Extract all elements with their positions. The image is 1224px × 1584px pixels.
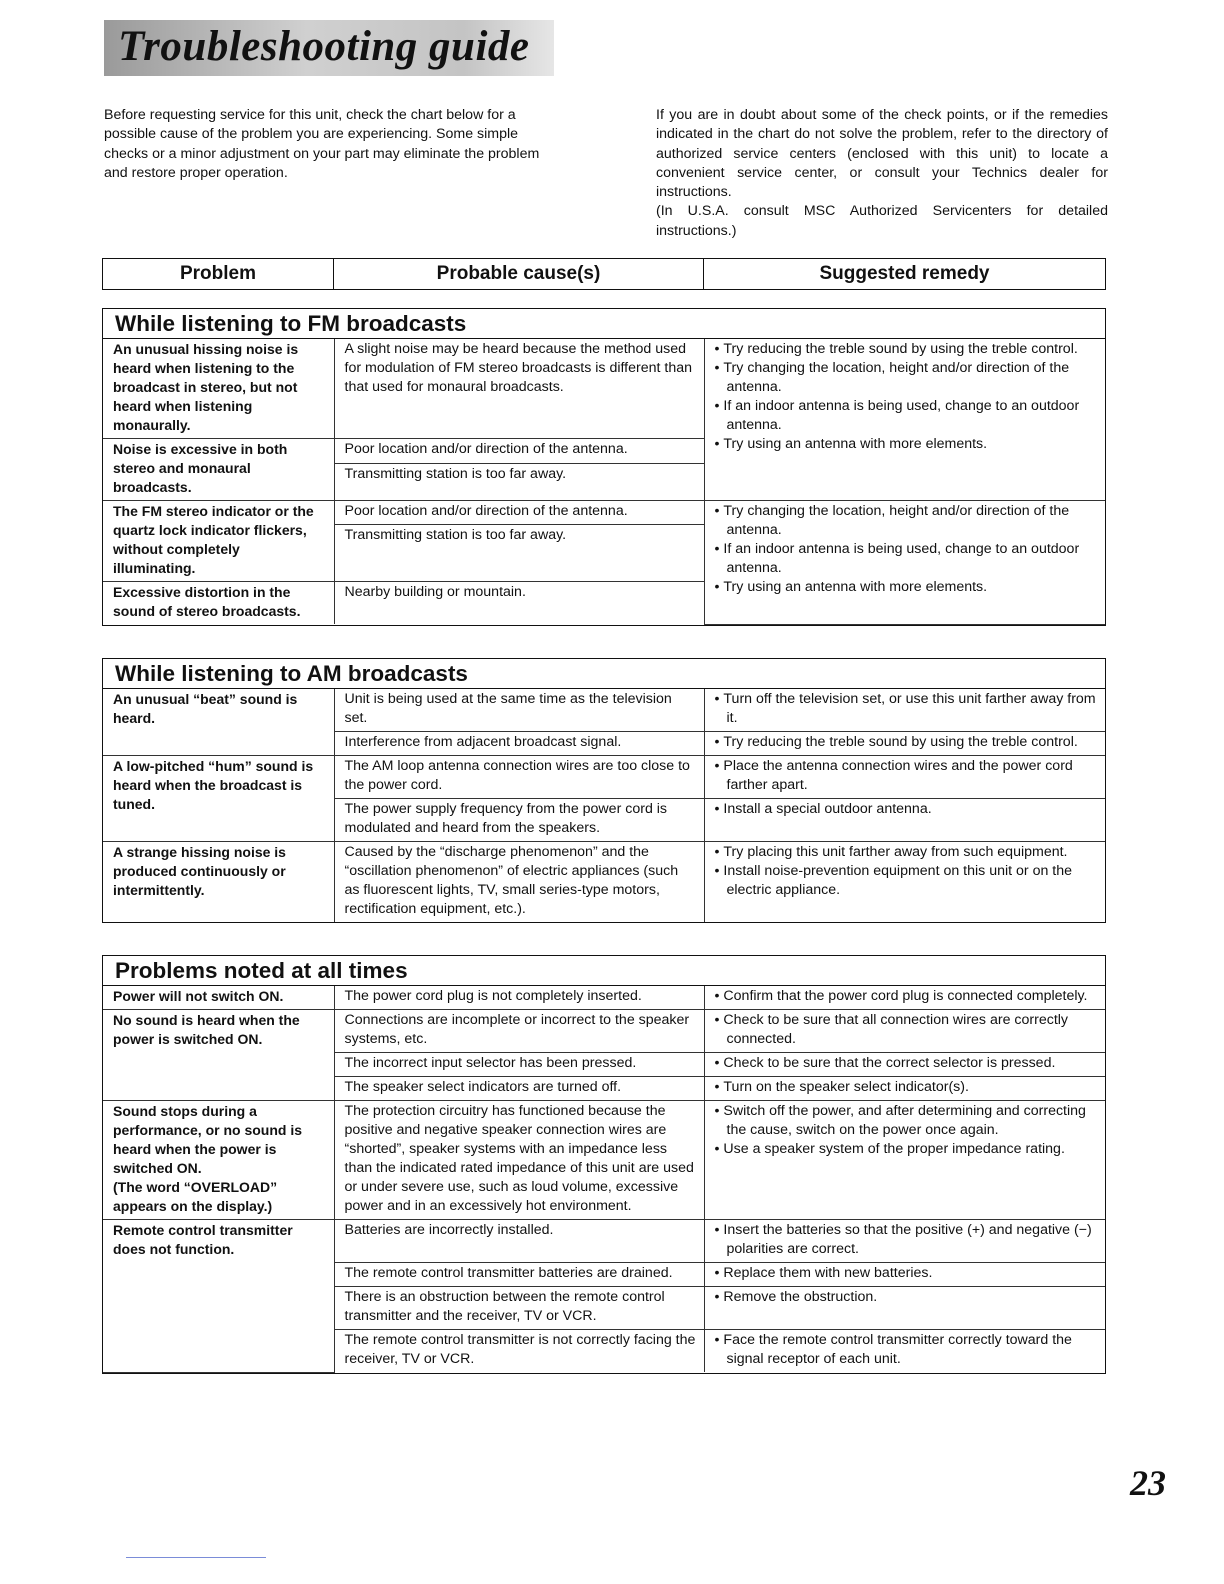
- remedy-item: • Remove the obstruction.: [715, 1288, 1098, 1307]
- problem-cell: An unusual hissing noise is heard when listening to the broadcast in stereo, but not heard when listening monaurally.: [103, 339, 334, 439]
- page-title: Troubleshooting guide: [118, 23, 530, 70]
- problem-cell: Remote control transmitter does not function.: [103, 1220, 334, 1373]
- remedy-item: • Try reducing the treble sound by using the treble control.: [715, 340, 1098, 359]
- cause-cell: The remote control transmitter batteries are drained.: [334, 1263, 704, 1287]
- intro-left: [104, 106, 556, 183]
- cause-cell: Poor location and/or direction of the antenna.: [334, 439, 704, 464]
- problem-cell: Power will not switch ON.: [103, 986, 334, 1010]
- remedy-item: • Use a speaker system of the proper impedance rating.: [715, 1140, 1098, 1159]
- cause-cell: The protection circuitry has functioned because the positive and negative speaker connection wires are “shorted”, speaker systems with an impedance less than the indicated rated impedance of this unit are used or under severe use, such as loud volume, excessive power and in an excessively hot environment.: [334, 1101, 704, 1220]
- remedy-item: • Install noise-prevention equipment on this unit or on the electric appliance.: [715, 862, 1098, 900]
- footer-rule: [126, 1557, 266, 1558]
- remedy-cell: [704, 842, 1105, 923]
- remedy-item: • Turn off the television set, or use this unit farther away from it.: [715, 690, 1098, 728]
- cause-cell: The power cord plug is not completely inserted.: [334, 986, 704, 1010]
- remedy-item: • Try using an antenna with more elements.: [715, 578, 1098, 597]
- remedy-cell: [704, 1077, 1105, 1101]
- remedy-item: • Face the remote control transmitter correctly toward the signal receptor of each unit.: [715, 1331, 1098, 1369]
- header-remedy: Suggested remedy: [819, 263, 990, 284]
- remedy-cell: [704, 1263, 1105, 1287]
- cause-cell: The incorrect input selector has been pressed.: [334, 1053, 704, 1077]
- table-row: [103, 339, 1105, 439]
- remedy-item: • Switch off the power, and after determining and correcting the cause, switch on the power once again.: [715, 1102, 1098, 1140]
- remedy-item: • Place the antenna connection wires and the power cord farther apart.: [715, 757, 1098, 795]
- all-times-table: [103, 986, 1105, 1373]
- all-times-section-title: Problems noted at all times: [103, 956, 1105, 986]
- fm-table: [103, 339, 1105, 625]
- remedy-item: • Try reducing the treble sound by using the treble control.: [715, 733, 1098, 752]
- remedy-cell: [704, 1287, 1105, 1330]
- cause-cell: The remote control transmitter is not correctly facing the receiver, TV or VCR.: [334, 1330, 704, 1373]
- remedy-item: • Turn on the speaker select indicator(s).: [715, 1078, 1098, 1097]
- remedy-cell: [704, 986, 1105, 1010]
- remedy-item: • Check to be sure that the correct selector is pressed.: [715, 1054, 1098, 1073]
- problem-cell: An unusual “beat” sound is heard.: [103, 689, 334, 756]
- cause-cell: Poor location and/or direction of the antenna.: [334, 501, 704, 525]
- am-table: [103, 689, 1105, 922]
- header-cause: Probable cause(s): [334, 259, 704, 289]
- remedy-item: • Confirm that the power cord plug is connected completely.: [715, 987, 1098, 1006]
- intro-right: [656, 106, 1108, 241]
- page-number: 23: [1130, 1463, 1166, 1503]
- problem-cell: [103, 1101, 334, 1220]
- problem-text: Sound stops during a performance, or no sound is heard when the power is switched ON.: [113, 1103, 303, 1176]
- problem-cell: Excessive distortion in the sound of stereo broadcasts.: [103, 582, 334, 625]
- remedy-item: • If an indoor antenna is being used, change to an outdoor antenna.: [715, 397, 1098, 435]
- table-row: [103, 756, 1105, 799]
- intro-right-text: If you are in doubt about some of the check points, or if the remedies indicated in the chart do not solve the problem, refer to the directory of authorized service centers (enclosed with this unit) to locate a convenient service center, or consult your Technics dealer for instructions.: [656, 107, 1108, 201]
- intro-right-note: (In U.S.A. consult MSC Authorized Servicenters for detailed instructions.): [656, 203, 1108, 239]
- remedy-cell: [704, 799, 1105, 842]
- remedy-item: • Insert the batteries so that the positive (+) and negative (−) polarities are correct.: [715, 1221, 1098, 1259]
- remedy-item: • Check to be sure that all connection wires are correctly connected.: [715, 1011, 1098, 1049]
- problem-cell: No sound is heard when the power is switched ON.: [103, 1010, 334, 1101]
- table-row: [103, 986, 1105, 1010]
- remedy-item: • Try placing this unit farther away from such equipment.: [715, 843, 1098, 862]
- cause-cell: Caused by the “discharge phenomenon” and the “oscillation phenomenon” of electric appliances (such as fluorescent lights, TV, small series-type motors, rectification equipment, etc.).: [334, 842, 704, 923]
- cause-cell: Unit is being used at the same time as the television set.: [334, 689, 704, 732]
- cause-cell: Transmitting station is too far away.: [334, 525, 704, 582]
- problem-cell: A strange hissing noise is produced continuously or intermittently.: [103, 842, 334, 923]
- am-section-title: While listening to AM broadcasts: [103, 659, 1105, 689]
- cause-cell: Nearby building or mountain.: [334, 582, 704, 625]
- remedy-cell: [704, 339, 1105, 501]
- remedy-cell: [704, 1053, 1105, 1077]
- cause-cell: Batteries are incorrectly installed.: [334, 1220, 704, 1263]
- header-problem: Problem: [103, 259, 334, 289]
- table-row: [103, 689, 1105, 732]
- remedy-cell: [704, 1101, 1105, 1220]
- table-row: [103, 1220, 1105, 1263]
- cause-cell: The power supply frequency from the power cord is modulated and heard from the speakers.: [334, 799, 704, 842]
- problem-cell: Noise is excessive in both stereo and monaural broadcasts.: [103, 439, 334, 501]
- remedy-cell: [704, 501, 1105, 625]
- fm-section-title: While listening to FM broadcasts: [103, 309, 1105, 339]
- table-header: [102, 258, 1106, 290]
- table-row: [103, 501, 1105, 525]
- cause-cell: The speaker select indicators are turned off.: [334, 1077, 704, 1101]
- remedy-cell: [704, 1330, 1105, 1373]
- cause-cell: The AM loop antenna connection wires are too close to the power cord.: [334, 756, 704, 799]
- cause-cell: There is an obstruction between the remote control transmitter and the receiver, TV or VCR.: [334, 1287, 704, 1330]
- remedy-item: • Replace them with new batteries.: [715, 1264, 1098, 1283]
- table-row: [103, 1101, 1105, 1220]
- remedy-cell: [704, 689, 1105, 732]
- am-section: [102, 658, 1106, 923]
- table-row: [103, 842, 1105, 923]
- intro-left-text: Before requesting service for this unit, check the chart below for a possible cause of the problem you are experiencing. Some simple checks or a minor adjustment on your part may eliminate the problem and restore proper operation.: [104, 107, 540, 181]
- cause-cell: Interference from adjacent broadcast signal.: [334, 732, 704, 756]
- page-title-banner: [104, 20, 554, 76]
- remedy-cell: [704, 732, 1105, 756]
- remedy-cell: [704, 756, 1105, 799]
- remedy-cell: [704, 1220, 1105, 1263]
- all-times-section: [102, 955, 1106, 1374]
- remedy-item: • If an indoor antenna is being used, change to an outdoor antenna.: [715, 540, 1098, 578]
- remedy-item: • Try changing the location, height and/or direction of the antenna.: [715, 502, 1098, 540]
- problem-cell: The FM stereo indicator or the quartz lock indicator flickers, without completely illuminating.: [103, 501, 334, 582]
- remedy-item: • Try changing the location, height and/or direction of the antenna.: [715, 359, 1098, 397]
- problem-cell: A low-pitched “hum” sound is heard when the broadcast is tuned.: [103, 756, 334, 842]
- remedy-item: • Try using an antenna with more elements.: [715, 435, 1098, 454]
- remedy-item: • Install a special outdoor antenna.: [715, 800, 1098, 819]
- cause-cell: Connections are incomplete or incorrect to the speaker systems, etc.: [334, 1010, 704, 1053]
- remedy-cell: [704, 1010, 1105, 1053]
- cause-cell: Transmitting station is too far away.: [334, 464, 704, 501]
- problem-note: (The word “OVERLOAD” appears on the display.): [113, 1179, 278, 1214]
- fm-section: [102, 308, 1106, 626]
- cause-cell: A slight noise may be heard because the method used for modulation of FM stereo broadcasts is different than that used for monaural broadcasts.: [334, 339, 704, 439]
- table-row: [103, 1010, 1105, 1053]
